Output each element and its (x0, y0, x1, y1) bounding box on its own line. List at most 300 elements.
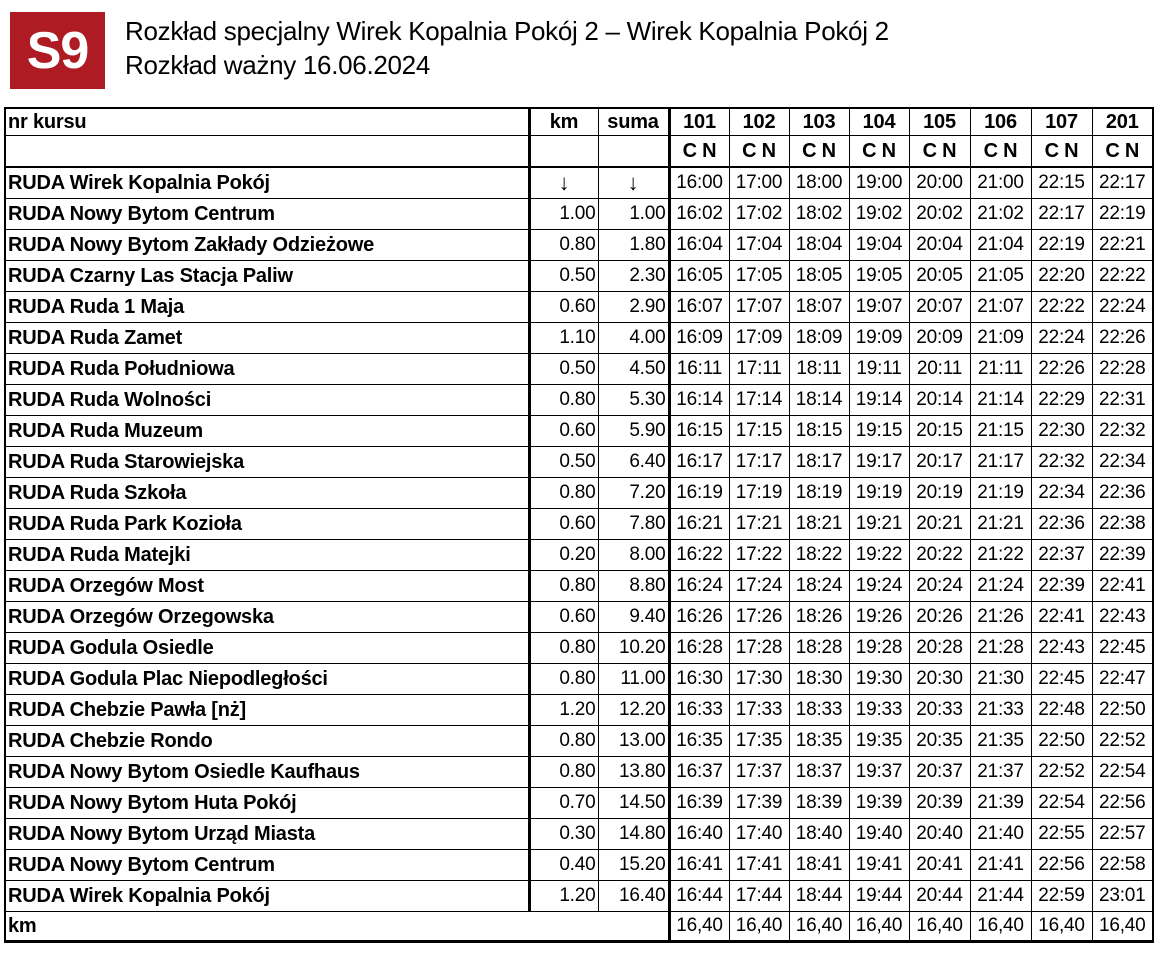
departure-time: 19:24 (849, 571, 909, 602)
departure-time: 19:39 (849, 788, 909, 819)
departure-time: 18:11 (789, 354, 849, 385)
departure-time: 18:22 (789, 540, 849, 571)
departure-time: 18:39 (789, 788, 849, 819)
km-value: 0.80 (529, 664, 598, 695)
departure-time: 16:15 (669, 416, 729, 447)
km-value: 0.60 (529, 509, 598, 540)
stop-row (5, 354, 1153, 385)
departure-time: 21:37 (970, 757, 1031, 788)
stop-name: RUDA Orzegów Most (5, 571, 529, 602)
departure-time: 22:17 (1031, 199, 1092, 230)
departure-time: 22:56 (1092, 788, 1153, 819)
course-type-label: C N (789, 136, 849, 168)
departure-time: 20:19 (909, 478, 970, 509)
suma-value: 1.80 (598, 230, 669, 261)
departure-time: 22:43 (1031, 633, 1092, 664)
table-head (5, 108, 1153, 167)
departure-time: 19:15 (849, 416, 909, 447)
line-badge: S9 (10, 12, 105, 89)
departure-time: 22:45 (1031, 664, 1092, 695)
departure-time: 22:36 (1031, 509, 1092, 540)
stop-row (5, 509, 1153, 540)
departure-time: 22:26 (1092, 323, 1153, 354)
departure-time: 19:05 (849, 261, 909, 292)
stop-name: RUDA Ruda Muzeum (5, 416, 529, 447)
departure-time: 21:24 (970, 571, 1031, 602)
departure-time: 21:30 (970, 664, 1031, 695)
stop-row (5, 664, 1153, 695)
stop-row (5, 199, 1153, 230)
suma-value: 7.80 (598, 509, 669, 540)
departure-time: 22:52 (1031, 757, 1092, 788)
stop-name: RUDA Nowy Bytom Osiedle Kaufhaus (5, 757, 529, 788)
suma-value: 9.40 (598, 602, 669, 633)
departure-time: 16:11 (669, 354, 729, 385)
departure-time: 19:26 (849, 602, 909, 633)
departure-time: 22:30 (1031, 416, 1092, 447)
departure-time: 21:22 (970, 540, 1031, 571)
course-type-label: C N (729, 136, 789, 168)
departure-time: 18:17 (789, 447, 849, 478)
departure-time: 21:17 (970, 447, 1031, 478)
stop-name: RUDA Orzegów Orzegowska (5, 602, 529, 633)
departure-time: 20:15 (909, 416, 970, 447)
course-type-label: C N (970, 136, 1031, 168)
departure-time: 18:04 (789, 230, 849, 261)
departure-time: 21:04 (970, 230, 1031, 261)
departure-time: 21:02 (970, 199, 1031, 230)
departure-time: 22:39 (1031, 571, 1092, 602)
km-total-value: 16,40 (1031, 912, 1092, 942)
departure-time: 19:17 (849, 447, 909, 478)
suma-value: 16.40 (598, 881, 669, 912)
departure-time: 18:40 (789, 819, 849, 850)
departure-time: 16:07 (669, 292, 729, 323)
departure-time: 20:26 (909, 602, 970, 633)
departure-time: 22:45 (1092, 633, 1153, 664)
departure-time: 20:02 (909, 199, 970, 230)
departure-time: 22:38 (1092, 509, 1153, 540)
course-type-label: C N (909, 136, 970, 168)
course-number: 105 (909, 108, 970, 136)
departure-time: 16:17 (669, 447, 729, 478)
departure-time: 19:28 (849, 633, 909, 664)
departure-time: 22:26 (1031, 354, 1092, 385)
stop-row (5, 850, 1153, 881)
km-value: 0.70 (529, 788, 598, 819)
course-number: 107 (1031, 108, 1092, 136)
departure-time: 18:26 (789, 602, 849, 633)
km-value: 0.80 (529, 230, 598, 261)
empty-cell (529, 136, 598, 168)
stop-name: RUDA Ruda Matejki (5, 540, 529, 571)
km-column-header: km (529, 108, 598, 136)
departure-time: 22:19 (1092, 199, 1153, 230)
km-value: 0.30 (529, 819, 598, 850)
departure-time: 22:52 (1092, 726, 1153, 757)
departure-time: 21:15 (970, 416, 1031, 447)
stop-row (5, 695, 1153, 726)
km-value: 0.80 (529, 757, 598, 788)
km-value: 0.80 (529, 385, 598, 416)
departure-time: 22:24 (1031, 323, 1092, 354)
stop-row (5, 292, 1153, 323)
departure-time: 22:47 (1092, 664, 1153, 695)
departure-time: 17:07 (729, 292, 789, 323)
departure-time: 16:19 (669, 478, 729, 509)
stop-name: RUDA Chebzie Rondo (5, 726, 529, 757)
page-title: Rozkład specjalny Wirek Kopalnia Pokój 2 – Wirek Kopalnia Pokój 2 (125, 16, 889, 46)
departure-time: 22:17 (1092, 167, 1153, 199)
km-value: 0.60 (529, 602, 598, 633)
departure-time: 19:22 (849, 540, 909, 571)
departure-time: 22:32 (1031, 447, 1092, 478)
departure-time: 23:01 (1092, 881, 1153, 912)
departure-time: 18:28 (789, 633, 849, 664)
departure-time: 20:11 (909, 354, 970, 385)
departure-time: 17:22 (729, 540, 789, 571)
departure-time: 17:14 (729, 385, 789, 416)
departure-time: 16:14 (669, 385, 729, 416)
stop-column-header: nr kursu (5, 108, 529, 136)
suma-value: 14.80 (598, 819, 669, 850)
departure-time: 21:00 (970, 167, 1031, 199)
km-value: 0.80 (529, 726, 598, 757)
stop-name: RUDA Chebzie Pawła [nż] (5, 695, 529, 726)
stop-row (5, 323, 1153, 354)
suma-value: 1.00 (598, 199, 669, 230)
stop-name: RUDA Nowy Bytom Centrum (5, 850, 529, 881)
departure-time: 16:26 (669, 602, 729, 633)
km-value: 0.50 (529, 261, 598, 292)
departure-time: 21:39 (970, 788, 1031, 819)
departure-time: 19:40 (849, 819, 909, 850)
course-number: 104 (849, 108, 909, 136)
stop-name: RUDA Godula Plac Niepodległości (5, 664, 529, 695)
departure-time: 21:11 (970, 354, 1031, 385)
departure-time: 19:00 (849, 167, 909, 199)
departure-time: 22:28 (1092, 354, 1153, 385)
course-number: 101 (669, 108, 729, 136)
km-value: 0.20 (529, 540, 598, 571)
stop-name: RUDA Wirek Kopalnia Pokój (5, 881, 529, 912)
departure-time: 17:35 (729, 726, 789, 757)
departure-time: 17:02 (729, 199, 789, 230)
departure-time: 17:05 (729, 261, 789, 292)
km-value: 0.60 (529, 292, 598, 323)
stop-name: RUDA Nowy Bytom Zakłady Odzieżowe (5, 230, 529, 261)
suma-value: 5.30 (598, 385, 669, 416)
stop-row (5, 602, 1153, 633)
departure-time: 20:07 (909, 292, 970, 323)
departure-time: 18:02 (789, 199, 849, 230)
departure-time: 20:00 (909, 167, 970, 199)
departure-time: 20:40 (909, 819, 970, 850)
stop-row (5, 416, 1153, 447)
departure-time: 16:30 (669, 664, 729, 695)
departure-time: 17:39 (729, 788, 789, 819)
departure-time: 18:19 (789, 478, 849, 509)
departure-time: 21:40 (970, 819, 1031, 850)
departure-time: 22:57 (1092, 819, 1153, 850)
departure-time: 22:37 (1031, 540, 1092, 571)
suma-value: 10.20 (598, 633, 669, 664)
stop-name: RUDA Nowy Bytom Huta Pokój (5, 788, 529, 819)
departure-time: 21:35 (970, 726, 1031, 757)
departure-time: 17:28 (729, 633, 789, 664)
km-value: 1.20 (529, 881, 598, 912)
departure-time: 21:09 (970, 323, 1031, 354)
departure-time: 16:09 (669, 323, 729, 354)
suma-column-header: suma (598, 108, 669, 136)
departure-time: 21:44 (970, 881, 1031, 912)
departure-time: 17:33 (729, 695, 789, 726)
km-total-value: 16,40 (849, 912, 909, 942)
departure-time: 21:33 (970, 695, 1031, 726)
departure-time: 17:44 (729, 881, 789, 912)
departure-time: 21:41 (970, 850, 1031, 881)
departure-time: 19:37 (849, 757, 909, 788)
course-type-label: C N (1031, 136, 1092, 168)
stop-name: RUDA Godula Osiedle (5, 633, 529, 664)
departure-time: 17:11 (729, 354, 789, 385)
departure-time: 18:44 (789, 881, 849, 912)
departure-time: 22:43 (1092, 602, 1153, 633)
stop-row (5, 167, 1153, 199)
departure-time: 22:50 (1031, 726, 1092, 757)
stop-name: RUDA Czarny Las Stacja Paliw (5, 261, 529, 292)
departure-time: 20:41 (909, 850, 970, 881)
departure-time: 22:54 (1092, 757, 1153, 788)
departure-time: 22:34 (1031, 478, 1092, 509)
departure-time: 22:55 (1031, 819, 1092, 850)
departure-time: 22:21 (1092, 230, 1153, 261)
departure-time: 17:24 (729, 571, 789, 602)
departure-time: 18:30 (789, 664, 849, 695)
departure-time: 22:50 (1092, 695, 1153, 726)
suma-value: 8.00 (598, 540, 669, 571)
km-total-label: km (5, 912, 669, 942)
departure-time: 22:15 (1031, 167, 1092, 199)
stop-name: RUDA Ruda Park Kozioła (5, 509, 529, 540)
departure-time: 22:22 (1092, 261, 1153, 292)
departure-time: 20:37 (909, 757, 970, 788)
departure-time: 22:48 (1031, 695, 1092, 726)
departure-time: 22:36 (1092, 478, 1153, 509)
course-type-label: C N (669, 136, 729, 168)
departure-time: 18:35 (789, 726, 849, 757)
departure-time: 18:21 (789, 509, 849, 540)
departure-time: 17:40 (729, 819, 789, 850)
stop-row (5, 881, 1153, 912)
departure-time: 17:41 (729, 850, 789, 881)
departure-time: 20:30 (909, 664, 970, 695)
down-arrow-icon: ↓ (529, 167, 598, 199)
stop-row (5, 571, 1153, 602)
stop-name: RUDA Ruda Szkoła (5, 478, 529, 509)
departure-time: 19:14 (849, 385, 909, 416)
course-type-label: C N (849, 136, 909, 168)
km-value: 0.50 (529, 354, 598, 385)
km-value: 0.40 (529, 850, 598, 881)
departure-time: 16:04 (669, 230, 729, 261)
departure-time: 18:00 (789, 167, 849, 199)
departure-time: 22:22 (1031, 292, 1092, 323)
page-header (0, 0, 1156, 90)
departure-time: 20:21 (909, 509, 970, 540)
suma-value: 7.20 (598, 478, 669, 509)
suma-value: 4.50 (598, 354, 669, 385)
departure-time: 20:28 (909, 633, 970, 664)
departure-time: 17:17 (729, 447, 789, 478)
stop-row (5, 478, 1153, 509)
departure-time: 18:15 (789, 416, 849, 447)
departure-time: 17:04 (729, 230, 789, 261)
stop-name: RUDA Nowy Bytom Urząd Miasta (5, 819, 529, 850)
stop-name: RUDA Wirek Kopalnia Pokój (5, 167, 529, 199)
km-total-value: 16,40 (1092, 912, 1153, 942)
suma-value: 8.80 (598, 571, 669, 602)
departure-time: 18:41 (789, 850, 849, 881)
course-number: 103 (789, 108, 849, 136)
stop-name: RUDA Ruda 1 Maja (5, 292, 529, 323)
departure-time: 16:22 (669, 540, 729, 571)
course-number: 106 (970, 108, 1031, 136)
km-total-value: 16,40 (729, 912, 789, 942)
departure-time: 18:33 (789, 695, 849, 726)
stop-name: RUDA Ruda Zamet (5, 323, 529, 354)
departure-time: 20:33 (909, 695, 970, 726)
stop-row (5, 726, 1153, 757)
departure-time: 18:07 (789, 292, 849, 323)
departure-time: 19:30 (849, 664, 909, 695)
departure-time: 19:44 (849, 881, 909, 912)
departure-time: 20:35 (909, 726, 970, 757)
km-value: 1.10 (529, 323, 598, 354)
km-total-row (5, 912, 1153, 942)
departure-time: 16:39 (669, 788, 729, 819)
km-value: 0.60 (529, 416, 598, 447)
departure-time: 19:11 (849, 354, 909, 385)
departure-time: 17:30 (729, 664, 789, 695)
departure-time: 22:32 (1092, 416, 1153, 447)
departure-time: 21:05 (970, 261, 1031, 292)
suma-value: 2.30 (598, 261, 669, 292)
course-number: 201 (1092, 108, 1153, 136)
departure-time: 17:00 (729, 167, 789, 199)
course-number: 102 (729, 108, 789, 136)
departure-time: 22:41 (1092, 571, 1153, 602)
empty-cell (598, 136, 669, 168)
suma-value: 15.20 (598, 850, 669, 881)
departure-time: 21:19 (970, 478, 1031, 509)
departure-time: 19:04 (849, 230, 909, 261)
suma-value: 4.00 (598, 323, 669, 354)
km-value: 0.80 (529, 571, 598, 602)
departure-time: 19:19 (849, 478, 909, 509)
departure-time: 20:44 (909, 881, 970, 912)
stop-row (5, 261, 1153, 292)
stop-row (5, 633, 1153, 664)
stop-name: RUDA Ruda Starowiejska (5, 447, 529, 478)
departure-time: 17:37 (729, 757, 789, 788)
stop-name: RUDA Nowy Bytom Centrum (5, 199, 529, 230)
suma-value: 13.80 (598, 757, 669, 788)
departure-time: 20:24 (909, 571, 970, 602)
departure-time: 20:14 (909, 385, 970, 416)
stop-row (5, 447, 1153, 478)
departure-time: 20:05 (909, 261, 970, 292)
departure-time: 16:21 (669, 509, 729, 540)
suma-value: 14.50 (598, 788, 669, 819)
departure-time: 16:02 (669, 199, 729, 230)
departure-time: 21:07 (970, 292, 1031, 323)
stop-name: RUDA Ruda Wolności (5, 385, 529, 416)
table-body (5, 167, 1153, 912)
departure-time: 21:26 (970, 602, 1031, 633)
departure-time: 20:09 (909, 323, 970, 354)
stop-name: RUDA Ruda Południowa (5, 354, 529, 385)
departure-time: 19:07 (849, 292, 909, 323)
suma-value: 2.90 (598, 292, 669, 323)
empty-cell (5, 136, 529, 168)
stop-row (5, 385, 1153, 416)
departure-time: 16:41 (669, 850, 729, 881)
km-total-value: 16,40 (909, 912, 970, 942)
departure-time: 22:54 (1031, 788, 1092, 819)
km-total-value: 16,40 (789, 912, 849, 942)
stop-row (5, 230, 1153, 261)
departure-time: 16:00 (669, 167, 729, 199)
departure-time: 20:04 (909, 230, 970, 261)
departure-time: 19:33 (849, 695, 909, 726)
departure-time: 21:14 (970, 385, 1031, 416)
km-total-value: 16,40 (669, 912, 729, 942)
suma-value: 12.20 (598, 695, 669, 726)
departure-time: 17:15 (729, 416, 789, 447)
stop-row (5, 540, 1153, 571)
departure-time: 17:19 (729, 478, 789, 509)
stop-row (5, 788, 1153, 819)
departure-time: 16:37 (669, 757, 729, 788)
departure-time: 17:26 (729, 602, 789, 633)
title-block (125, 12, 889, 82)
km-total-value: 16,40 (970, 912, 1031, 942)
validity-date: Rozkład ważny 16.06.2024 (125, 50, 431, 80)
departure-time: 16:35 (669, 726, 729, 757)
km-value: 1.00 (529, 199, 598, 230)
departure-time: 22:19 (1031, 230, 1092, 261)
departure-time: 22:24 (1092, 292, 1153, 323)
departure-time: 22:31 (1092, 385, 1153, 416)
table-foot (5, 912, 1153, 942)
down-arrow-icon: ↓ (598, 167, 669, 199)
departure-time: 16:28 (669, 633, 729, 664)
departure-time: 18:37 (789, 757, 849, 788)
departure-time: 20:22 (909, 540, 970, 571)
timetable-table (4, 107, 1154, 943)
departure-time: 21:28 (970, 633, 1031, 664)
km-value: 1.20 (529, 695, 598, 726)
departure-time: 22:58 (1092, 850, 1153, 881)
departure-time: 22:20 (1031, 261, 1092, 292)
course-type-label: C N (1092, 136, 1153, 168)
km-value: 0.80 (529, 633, 598, 664)
departure-time: 19:41 (849, 850, 909, 881)
departure-time: 16:33 (669, 695, 729, 726)
departure-time: 16:05 (669, 261, 729, 292)
departure-time: 19:21 (849, 509, 909, 540)
